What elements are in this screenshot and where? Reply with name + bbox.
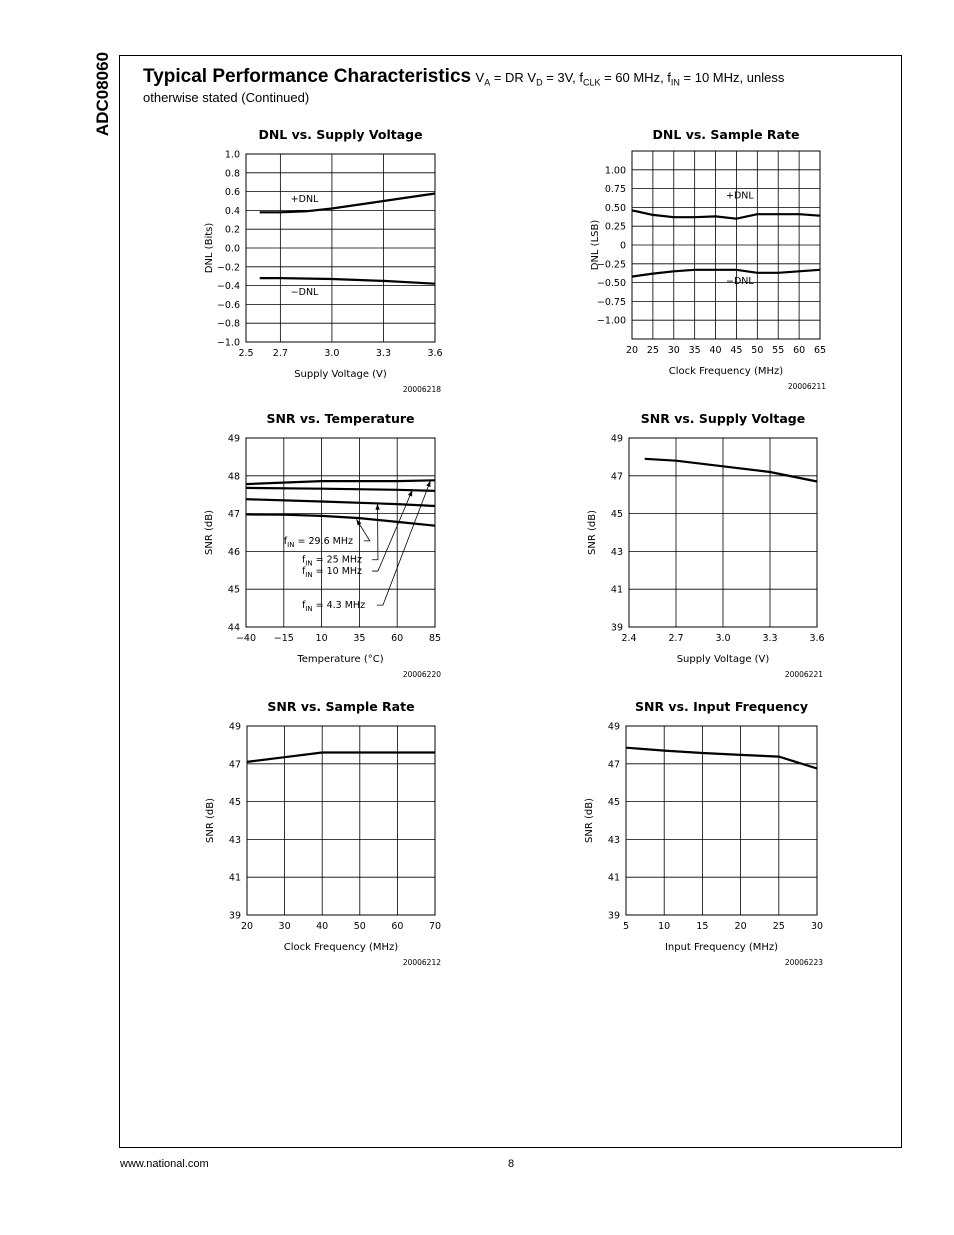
series-line: [632, 210, 820, 218]
x-tick-label: 65: [813, 345, 827, 356]
chart-svg: [200, 124, 455, 392]
y-tick-label: −0.8: [216, 318, 240, 330]
y-tick-label: −0.4: [216, 281, 240, 293]
figure-code: 20006218: [402, 385, 441, 394]
chart-dnl-vs-supply-voltage: [200, 124, 455, 392]
chart-title: SNR vs. Temperature: [266, 411, 415, 426]
y-tick-label: 47: [610, 471, 623, 483]
x-tick-label: 10: [315, 633, 328, 644]
x-tick-label: 25: [772, 921, 785, 932]
x-axis-label: Supply Voltage (V): [676, 654, 770, 665]
series-line: [645, 459, 817, 482]
x-tick-label: −15: [273, 633, 294, 644]
x-axis-label: Input Frequency (MHz): [664, 942, 779, 953]
y-tick-label: 45: [607, 797, 620, 809]
y-tick-label: 45: [610, 509, 623, 521]
x-tick-label: 20: [625, 345, 639, 356]
x-axis-label: Clock Frequency (MHz): [668, 366, 784, 377]
cond-eq3: = 60 MHz, f: [600, 70, 671, 85]
series-annotation: $f_{IN} = 4.3$ MHz: [301, 600, 366, 614]
y-tick-label: 1.0: [224, 149, 240, 161]
y-tick-label: 47: [607, 759, 620, 771]
x-tick-label: 3.3: [762, 633, 778, 644]
chart-title: SNR vs. Supply Voltage: [640, 411, 806, 426]
x-tick-label: 2.7: [668, 633, 684, 644]
x-tick-label: 3.0: [324, 348, 340, 359]
x-tick-label: 60: [391, 921, 404, 932]
x-tick-label: 45: [730, 345, 743, 356]
y-tick-label: 43: [610, 546, 623, 558]
y-axis-label: SNR (dB): [205, 798, 216, 843]
y-tick-label: 49: [607, 721, 620, 733]
x-tick-label: 2.5: [238, 348, 254, 359]
x-tick-label: 5: [622, 921, 630, 932]
x-tick-label: 30: [810, 921, 824, 932]
y-tick-label: −0.50: [596, 278, 626, 290]
y-tick-label: 39: [607, 910, 620, 922]
cond-v: V: [475, 70, 485, 85]
y-tick-label: 49: [228, 721, 241, 733]
y-tick-label: 0.0: [224, 243, 240, 255]
x-tick-label: 35: [688, 345, 701, 356]
chart-snr-vs-supply-voltage: [578, 408, 837, 677]
footer-page-number: 8: [508, 1158, 515, 1170]
figure-code: 20006211: [787, 382, 826, 391]
y-tick-label: 43: [228, 834, 241, 846]
y-tick-label: 44: [227, 622, 240, 634]
y-tick-label: 45: [228, 797, 241, 809]
y-tick-label: 39: [610, 622, 623, 634]
x-axis-label: Temperature (°C): [297, 654, 384, 665]
x-axis-label: Supply Voltage (V): [294, 369, 387, 380]
x-tick-label: 20: [240, 921, 254, 932]
y-tick-label: 0.2: [224, 224, 240, 236]
y-tick-label: 0.8: [224, 168, 240, 180]
series-annotation: $f_{IN} = 25$ MHz: [301, 554, 363, 568]
annotation-arrowhead: [426, 481, 430, 487]
series-annotation: $f_{IN} = 10$ MHz: [301, 566, 363, 580]
y-tick-label: 47: [228, 759, 241, 771]
chart-snr-vs-sample-rate: [200, 696, 455, 965]
y-tick-label: −1.00: [596, 315, 626, 327]
series-line: [246, 514, 435, 525]
chart-svg: [200, 696, 455, 965]
chart-svg: [200, 408, 455, 677]
y-axis-label: DNL (Bits): [204, 222, 215, 274]
figure-code: 20006220: [402, 670, 441, 679]
x-tick-label: 40: [316, 921, 329, 932]
x-tick-label: 3.0: [715, 633, 731, 644]
y-tick-label: 41: [607, 872, 620, 884]
y-tick-label: 41: [228, 872, 241, 884]
y-tick-label: 48: [227, 471, 240, 483]
y-tick-label: 47: [227, 509, 240, 521]
y-axis-label: SNR (dB): [204, 510, 215, 555]
y-tick-label: 46: [227, 546, 240, 558]
x-tick-label: 50: [751, 345, 764, 356]
x-tick-label: 85: [428, 633, 442, 644]
series-annotation: −DNL: [290, 287, 319, 298]
series-line: [247, 753, 435, 762]
chart-title: SNR vs. Input Frequency: [634, 699, 809, 714]
x-tick-label: 10: [658, 921, 671, 932]
y-tick-label: −0.6: [216, 299, 240, 311]
x-tick-label: 30: [667, 345, 680, 356]
chart-title: SNR vs. Sample Rate: [267, 699, 415, 714]
side-part-number: [92, 50, 114, 140]
x-tick-label: 55: [772, 345, 785, 356]
y-tick-label: 49: [227, 433, 240, 445]
y-tick-label: 0.50: [604, 202, 626, 214]
series-line: [260, 278, 435, 284]
y-tick-label: 0.75: [604, 184, 626, 196]
annotation-arrowhead: [375, 504, 379, 510]
chart-title: DNL vs. Sample Rate: [652, 127, 800, 142]
x-tick-label: 2.4: [621, 633, 637, 644]
header-line-1: [143, 66, 863, 88]
chart-snr-vs-temperature: [200, 408, 455, 677]
x-tick-label: 15: [696, 921, 709, 932]
x-tick-label: 3.6: [427, 348, 443, 359]
x-tick-label: 20: [734, 921, 747, 932]
cond-sub-in: IN: [670, 77, 680, 88]
series-line: [626, 748, 817, 769]
x-tick-label: 30: [278, 921, 291, 932]
chart-svg: [578, 124, 840, 389]
figure-code: 20006223: [784, 958, 823, 967]
x-tick-label: 3.3: [375, 348, 392, 359]
x-tick-label: −40: [235, 633, 257, 644]
page-header: [143, 66, 863, 105]
chart-title: DNL vs. Supply Voltage: [258, 127, 423, 142]
y-tick-label: 49: [610, 433, 623, 445]
y-tick-label: 43: [607, 834, 620, 846]
footer-website[interactable]: www.national.com: [120, 1158, 209, 1170]
series-line: [246, 480, 435, 484]
series-line: [246, 488, 435, 491]
y-tick-label: −0.2: [216, 262, 240, 274]
series-annotation: $f_{IN} = 29.6$ MHz: [283, 535, 353, 549]
y-tick-label: −0.75: [596, 296, 626, 308]
x-tick-label: 35: [353, 633, 366, 644]
page-subtitle: otherwise stated (Continued): [143, 90, 310, 105]
y-axis-label: SNR (dB): [584, 798, 595, 843]
x-tick-label: 60: [391, 633, 404, 644]
series-annotation: −DNL: [726, 276, 754, 288]
page-title: Typical Performance Characteristics: [143, 66, 472, 87]
y-axis-label: SNR (dB): [587, 510, 598, 555]
cond-sub-d: D: [536, 77, 543, 88]
side-part-number-text: ADC08060: [93, 51, 112, 137]
y-tick-label: 45: [227, 584, 240, 596]
chart-dnl-vs-sample-rate: [578, 124, 840, 389]
y-tick-label: 39: [228, 910, 241, 922]
series-annotation: +DNL: [726, 190, 754, 202]
series-line: [260, 194, 435, 213]
y-tick-label: 0.25: [604, 221, 626, 233]
x-tick-label: 40: [709, 345, 722, 356]
x-tick-label: 60: [793, 345, 806, 356]
annotation-arrowhead: [356, 519, 361, 525]
series-annotation: +DNL: [290, 193, 319, 205]
plot-frame: [246, 438, 435, 627]
x-tick-label: 25: [646, 345, 659, 356]
x-axis-label: Clock Frequency (MHz): [283, 942, 399, 953]
y-tick-label: 41: [610, 584, 623, 596]
cond-sub-a: A: [484, 77, 491, 88]
cond-eq4: = 10 MHz, unless: [679, 70, 785, 85]
y-tick-label: −0.25: [596, 259, 626, 271]
figure-code: 20006212: [402, 958, 441, 967]
cond-sub-clk: CLK: [582, 77, 601, 88]
x-tick-label: 50: [353, 921, 366, 932]
y-tick-label: 0.4: [224, 205, 240, 217]
chart-svg: [578, 696, 837, 965]
y-tick-label: 0.6: [224, 187, 240, 199]
chart-snr-vs-input-frequency: [578, 696, 837, 965]
test-conditions: [475, 70, 785, 88]
chart-svg: [578, 408, 837, 677]
figure-code: 20006221: [784, 670, 823, 679]
annotation-leader: [377, 481, 431, 605]
cond-eq1: = DR V: [490, 70, 537, 85]
y-tick-label: 1.00: [604, 165, 626, 177]
x-tick-label: 2.7: [272, 348, 288, 359]
y-tick-label: −1.0: [216, 337, 240, 349]
y-tick-label: 0: [619, 240, 626, 252]
cond-eq2: = 3V, f: [542, 70, 583, 85]
y-axis-label: DNL (LSB): [590, 219, 601, 271]
plot-frame: [247, 726, 435, 915]
x-tick-label: 70: [428, 921, 442, 932]
x-tick-label: 3.6: [809, 633, 825, 644]
